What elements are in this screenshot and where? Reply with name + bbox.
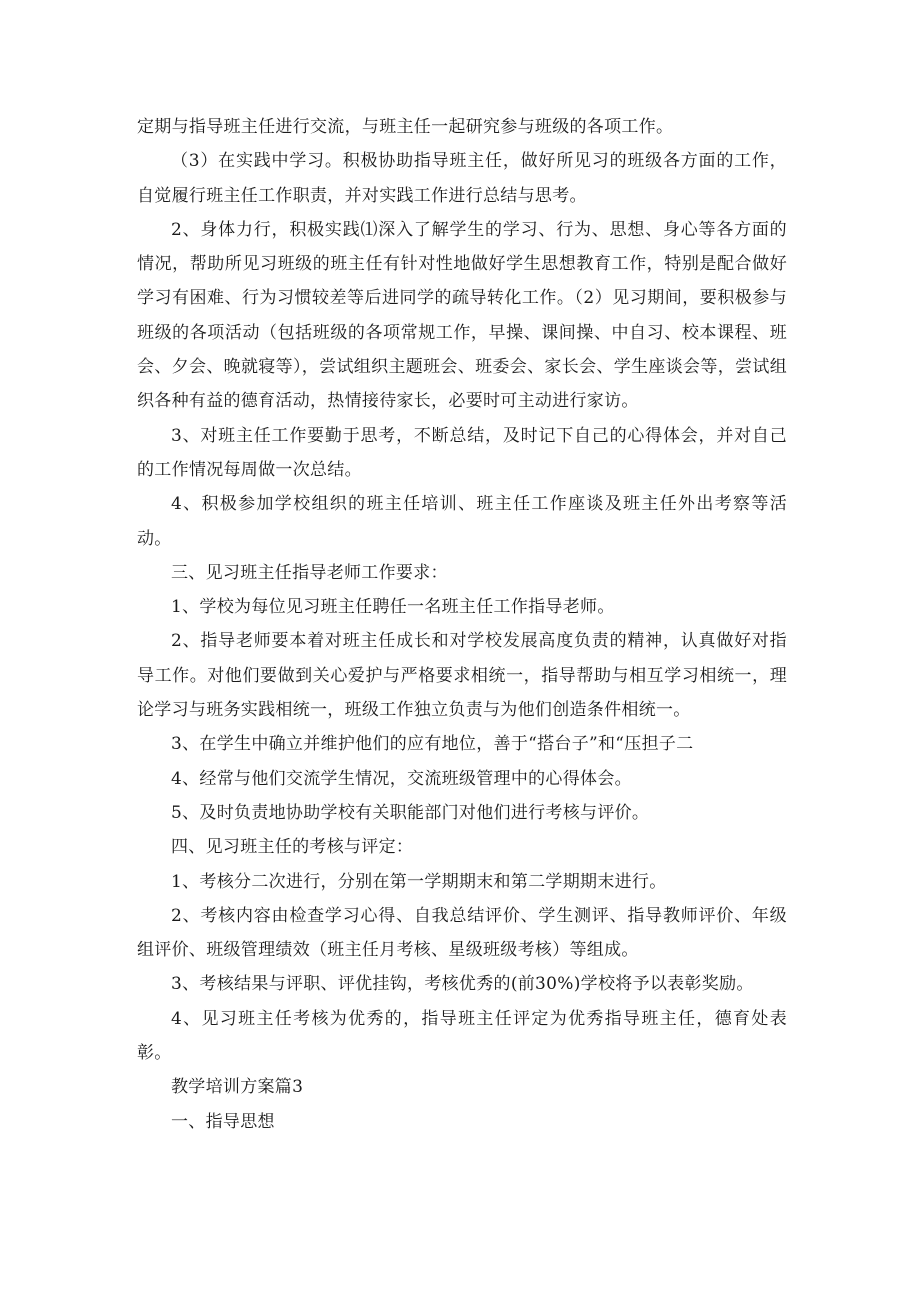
paragraph: 2、考核内容由检查学习心得、自我总结评价、学生测评、指导教师评价、年级组评价、班级管理绩效（班主任月考核、星级班级考核）等组成。 [137, 905, 787, 961]
paragraph: 教学培训方案篇3 [171, 1077, 304, 1098]
paragraph: 3、对班主任工作要勤于思考，不断总结，及时记下自己的心得体会，并对自己的工作情况每周做一次总结。 [137, 425, 787, 480]
paragraph: 4、经常与他们交流学生情况，交流班级管理中的心得体会。 [171, 768, 632, 789]
paragraph: （3）在实践中学习。积极协助指导班主任，做好所见习的班级各方面的工作，自觉履行班主任工作职责，并对实践工作进行总结与思考。 [137, 151, 787, 206]
paragraph: 4、积极参加学校组织的班主任培训、班主任工作座谈及班主任外出考察等活动。 [137, 494, 787, 549]
paragraph: 3、在学生中确立并维护他们的应有地位，善于“搭台子”和“压担子二 [171, 734, 694, 755]
paragraph: 1、学校为每位见习班主任聘任一名班主任工作指导老师。 [171, 597, 615, 618]
paragraph: 四、见习班主任的考核与评定： [171, 837, 414, 858]
paragraph: 一、指导思想 [171, 1111, 275, 1132]
paragraph: 定期与指导班主任进行交流，与班主任一起研究参与班级的各项工作。 [137, 117, 674, 137]
paragraph: 1、考核分二次进行，分别在第一学期期末和第二学期期末进行。 [171, 871, 667, 892]
paragraph: 4、见习班主任考核为优秀的，指导班主任评定为优秀指导班主任，德育处表彰。 [137, 1008, 787, 1064]
paragraph: 5、及时负责地协助学校有关职能部门对他们进行考核与评价。 [171, 802, 650, 823]
document-body [137, 110, 787, 1139]
paragraph: 3、考核结果与评职、评优挂钩，考核优秀的(前30%)学校将予以表彰奖励。 [171, 974, 754, 995]
paragraph: 2、指导老师要本着对班主任成长和对学校发展高度负责的精神，认真做好对指导工作。对他们要做到关心爱护与严格要求相统一，指导帮助与相互学习相统一，理论学习与班务实践相统一，班级工作独立负责与为他们创造条件相统一。 [137, 631, 787, 721]
paragraph: 2、身体力行，积极实践⑴深入了解学生的学习、行为、思想、身心等各方面的情况，帮助所见习班级的班主任有针对性地做好学生思想教育工作，特别是配合做好学习有困难、行为习惯较差等后进同学的疏导转化工作。（2）见习期间，要积极参与班级的各项活动（包括班级的各项常规工作，早操、课间操、中自习、校本课程、班会、夕会、晚就寝等），尝试组织主题班会、班委会、家长会、学生座谈会等，尝试组织各种有益的德育活动，热情接待家长，必要时可主动进行家访。 [137, 219, 787, 412]
paragraph: 三、见习班主任指导老师工作要求： [171, 562, 448, 583]
